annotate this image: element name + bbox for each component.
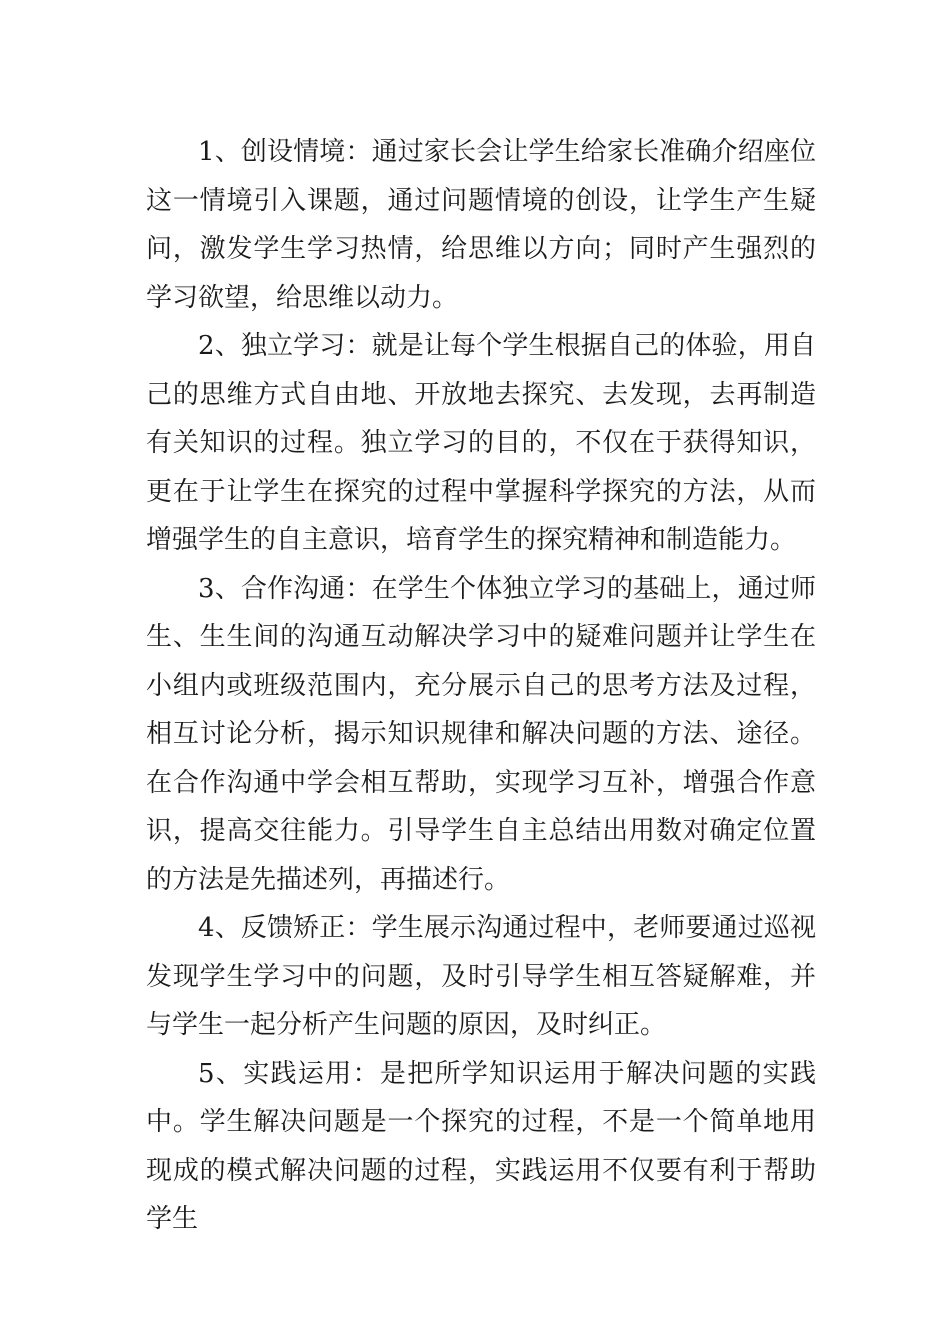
paragraph-cooperative-communication: 3、合作沟通：在学生个体独立学习的基础上，通过师生、生生间的沟通互动解决学习中的疑难问题并让学生在小组内或班级范围内，充分展示自己的思考方法及过程，相互讨论分析，揭示知识规律和解决问题的方法、途径。在合作沟通中学会相互帮助，实现学习互补，增强合作意识，提高交往能力。引导学生自主总结出用数对确定位置的方法是先描述列，再描述行。 <box>146 573 816 895</box>
document-body <box>146 128 816 1244</box>
paragraph-independent-learning: 2、独立学习：就是让每个学生根据自己的体验，用自己的思维方式自由地、开放地去探究、去发现，去再制造有关知识的过程。独立学习的目的，不仅在于获得知识，更在于让学生在探究的过程中掌握科学探究的方法，从而增强学生的自主意识，培育学生的探究精神和制造能力。 <box>146 331 816 555</box>
paragraph-create-situation: 1、创设情境：通过家长会让学生给家长准确介绍座位这一情境引入课题，通过问题情境的创设，让学生产生疑问，激发学生学习热情，给思维以方向；同时产生强烈的学习欲望，给思维以动力。 <box>146 137 816 313</box>
paragraph-feedback-correction: 4、反馈矫正：学生展示沟通过程中，老师要通过巡视发现学生学习中的问题，及时引导学生相互答疑解难，并与学生一起分析产生问题的原因，及时纠正。 <box>146 913 816 1040</box>
paragraph-practical-application: 5、实践运用：是把所学知识运用于解决问题的实践中。学生解决问题是一个探究的过程，不是一个简单地用现成的模式解决问题的过程，实践运用不仅要有利于帮助学生 <box>146 1058 816 1234</box>
